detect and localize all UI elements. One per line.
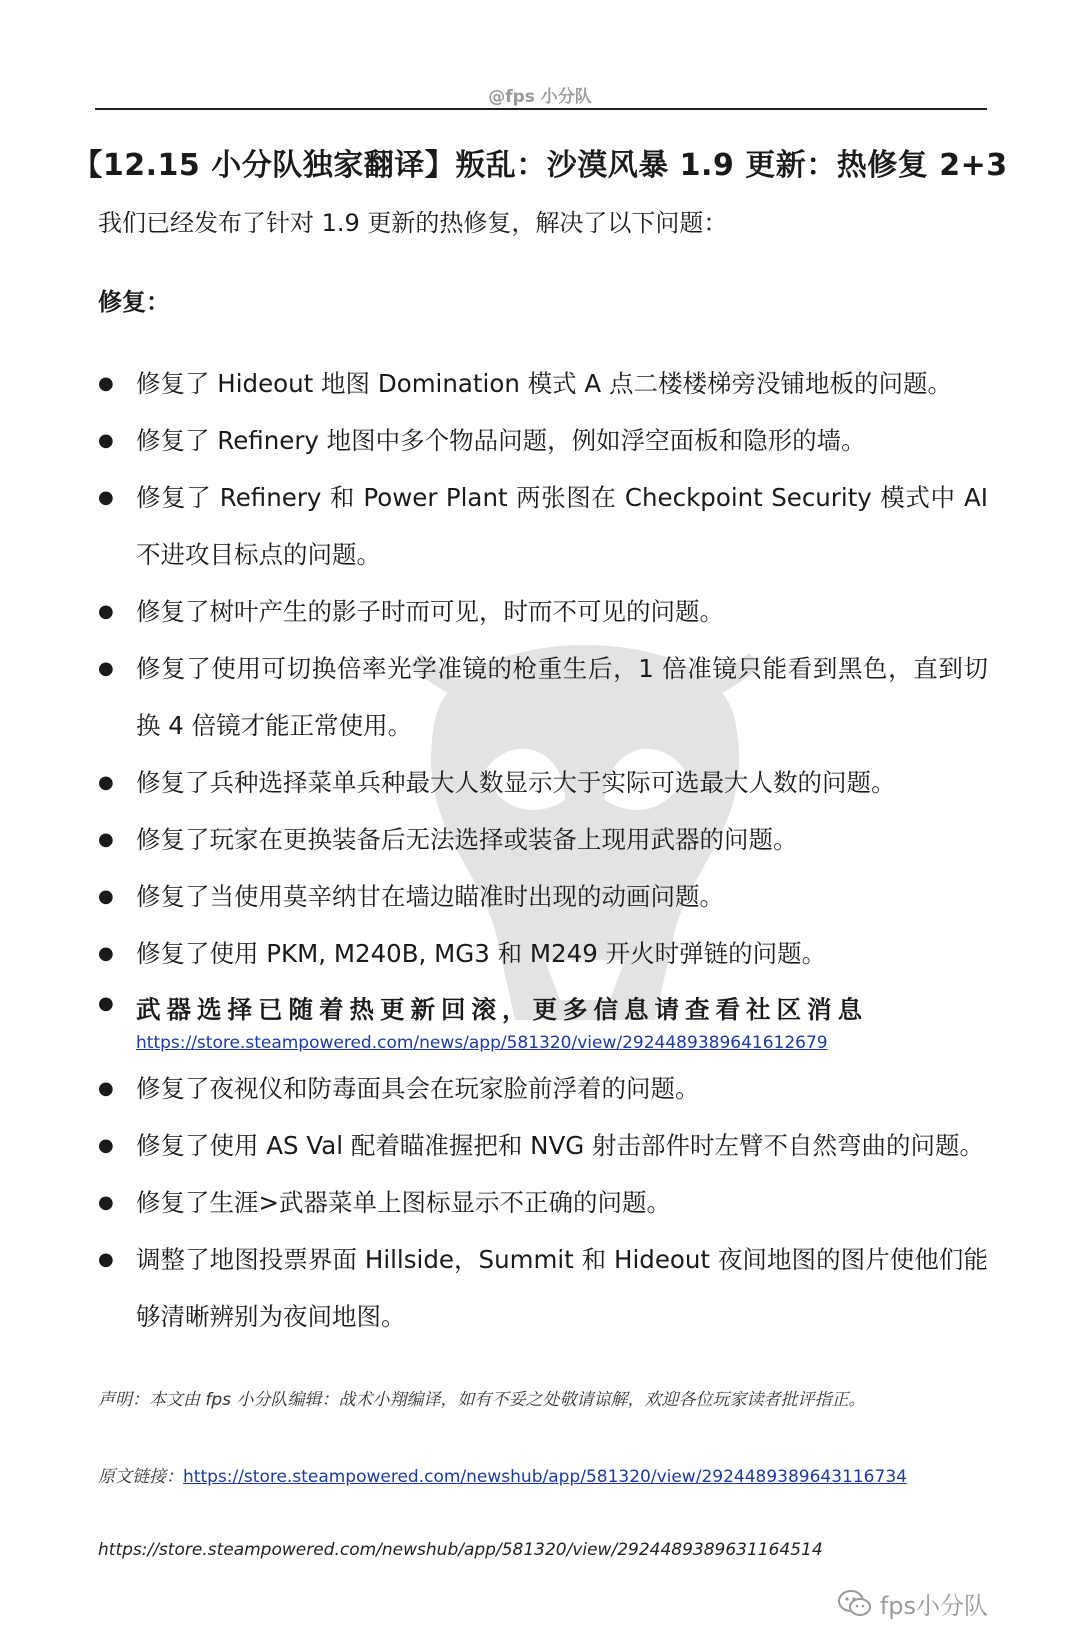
- list-item: ● 修复了使用 PKM, M240B, MG3 和 M249 开火时弹链的问题。: [98, 925, 988, 982]
- brand-name: fps小分队: [879, 1592, 988, 1620]
- list-item: ● 修复了 Refinery 地图中多个物品问题，例如浮空面板和隐形的墙。: [98, 412, 988, 469]
- list-item: ● 修复了树叶产生的影子时而可见，时而不可见的问题。: [98, 583, 988, 640]
- original-link-row: [98, 1462, 907, 1487]
- list-item: ● 修复了 Refinery 和 Power Plant 两张图在 Checkpoint Security 模式中 AI 不进攻目标点的问题。: [98, 469, 988, 583]
- fix-heading: 修复：: [98, 288, 170, 316]
- wechat-icon: [838, 1589, 872, 1619]
- list-item-rollback: [98, 982, 988, 1054]
- original-link[interactable]: https://store.steampowered.com/newshub/app/581320/view/2924489389643116734: [183, 1467, 907, 1487]
- original-link-label: 原文链接：: [98, 1467, 183, 1487]
- list-item: ● 修复了 Hideout 地图 Domination 模式 A 点二楼楼梯旁没铺地板的问题。: [98, 355, 988, 412]
- disclaimer: 声明：本文由 fps 小分队编辑：战术小翔编译，如有不妥之处敬请谅解，欢迎各位玩家读者批评指正。: [98, 1390, 866, 1410]
- rollback-text: 武器选择已随着热更新回滚，更多信息请查看社区消息: [136, 995, 868, 1024]
- plain-url: https://store.steampowered.com/newshub/app/581320/view/2924489389631164514: [98, 1540, 823, 1560]
- community-news-link[interactable]: https://store.steampowered.com/news/app/581320/view/2924489389641612679: [136, 1033, 828, 1053]
- list-item: ● 修复了使用可切换倍率光学准镜的枪重生后，1 倍准镜只能看到黑色，直到切换 4 倍镜才能正常使用。: [98, 640, 988, 754]
- list-item: ● 修复了使用 AS Val 配着瞄准握把和 NVG 射击部件时左臂不自然弯曲的问题。: [98, 1117, 988, 1174]
- brand-badge: [838, 1586, 988, 1621]
- list-item: ● 修复了兵种选择菜单兵种最大人数显示大于实际可选最大人数的问题。: [98, 754, 988, 811]
- list-item: ● 调整了地图投票界面 Hillside，Summit 和 Hideout 夜间地图的图片使他们能够清晰辨别为夜间地图。: [98, 1231, 988, 1345]
- list-item: ● 修复了当使用莫辛纳甘在墙边瞄准时出现的动画问题。: [98, 868, 988, 925]
- header-divider: [95, 108, 987, 110]
- header-source: @fps 小分队: [488, 87, 592, 107]
- fix-list: [98, 355, 988, 1345]
- list-item: ● 修复了夜视仪和防毒面具会在玩家脸前浮着的问题。: [98, 1060, 988, 1117]
- intro-text: 我们已经发布了针对 1.9 更新的热修复，解决了以下问题：: [98, 209, 728, 237]
- page-title: 【12.15 小分队独家翻译】叛乱：沙漠风暴 1.9 更新：热修复 2+3: [72, 148, 1008, 183]
- list-item: ● 修复了生涯>武器菜单上图标显示不正确的问题。: [98, 1174, 988, 1231]
- list-item: ● 修复了玩家在更换装备后无法选择或装备上现用武器的问题。: [98, 811, 988, 868]
